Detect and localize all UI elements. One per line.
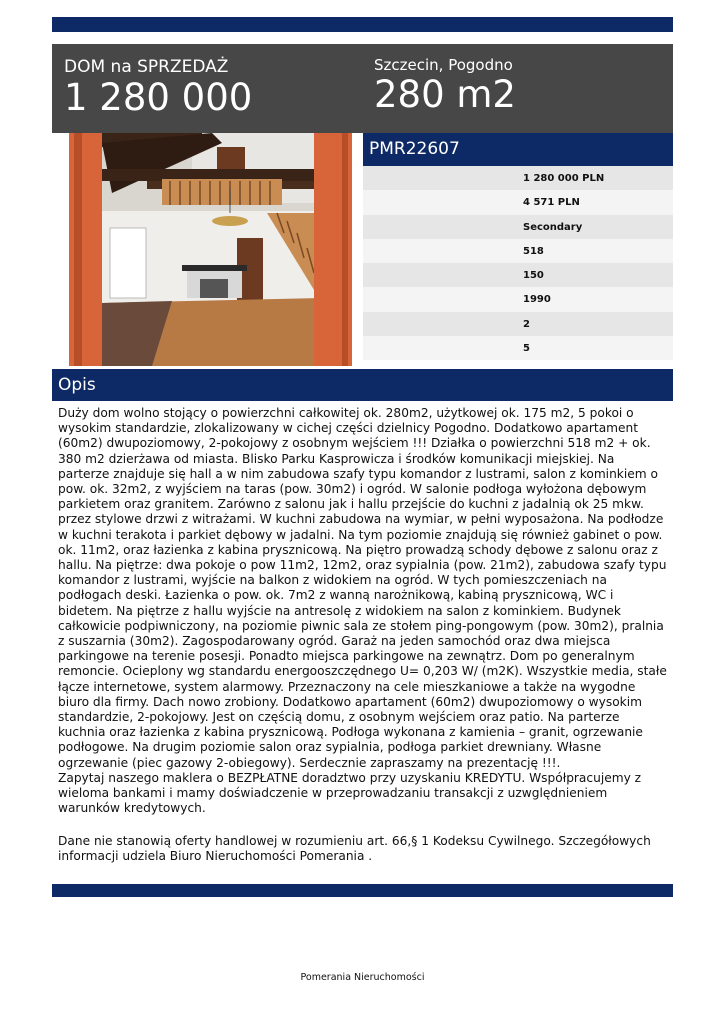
area: 280 m2 — [374, 73, 516, 116]
location: Szczecin, Pogodno — [374, 56, 513, 74]
detail-value: 2 — [523, 318, 530, 330]
top-accent-bar — [52, 17, 673, 32]
description — [58, 406, 668, 816]
details-table — [363, 166, 673, 360]
detail-row-year — [363, 287, 673, 311]
reference-bar — [363, 133, 673, 166]
detail-row-rooms — [363, 336, 673, 360]
section-title: Opis — [58, 375, 96, 395]
listing-header — [52, 44, 673, 133]
description-text: Duży dom wolno stojący o powierzchni całkowitej ok. 280m2, użytkowej ok. 175 m2, 5 pokoi o wysokim standardzie, zlokalizowany w cichej części dzielnicy Pogodno. Dodatkowo apartament (60m2) dwupoziomowy, 2-pokojowy z osobnym wejściem !!! Działka o powierzchni 518 m2 + ok. 380 m2 dzierżawa od miasta. Blisko Parku Kasprowicza i środków komunikacji miejskiej. Na parterze znajduje się hall a w nim zabudowa szafy typu komandor z lustrami, salon z kominkiem o pow. ok. 32m2, z wyjściem na taras (pow. 30m2) i ogród. W salonie podłoga wyłożona dębowym parkietem oraz granitem. Zarówno z salonu jak i hallu przejście do kuchni z jadalnią ok 25 mkw. przez stylowe drzwi z witrażami. W kuchni zabudowa na wymiar, w pełni wyposażona. Na podłodze w kuchni terakota i parkiet dębowy w jadalni. Na tym poziomie znajdują się również gabinet o pow. ok. 11m2, oraz łazienka z kabina prysznicową. Na piętro prowadzą schody dębowe z salonu oraz z hallu. Na piętrze: dwa pokoje o pow 11m2, 12m2, oraz sypialnia (pow. 21m2), zabudowa szafy typu komandor z lustrami, wyjście na balkon z widokiem na ogród. W tych pomieszczeniach na podłogach deski. Łazienka o pow. ok. 7m2 z wanną narożnikową, kabiną prysznicową, WC i bidetem. Na piętrze z hallu wyjście na antresolę z widokiem na salon z kominkiem. Budynek całkowicie podpiwniczony, na poziomie piwnic sala ze stołem ping-pongowym (pow. 30m2), pralnia z suszarnia (30m2). Zagospodarowany ogród. Garaż na jeden samochód oraz dwa miejsca parkingowe na terenie posesji. Ponadto miejsca parkingowe na zewnątrz. Dom po generalnym remoncie. Ocieplony wg standardu energooszczędnego U= 0,203 W/ (m2K). Wszystkie media, stałe łącze internetowe, system alarmowy. Przeznaczony na cele mieszkaniowe a także na wygodne biuro dla firmy. Dach nowo zrobiony. Dodatkowo apartament (60m2) dwupoziomowy o wysokim standardzie, 2-pokojowy. Jest on częścią domu, z osobnym wejściem oraz patio. Na parterze kuchnia oraz łazienka z kabina prysznicową. Podłoga wykonana z kamienia – granit, ogrzewanie podłogowe. Na drugim poziomie salon oraz sypialnia, podłoga parkiet drewniany. Własne ogrzewanie (piec gazowy 2-obiegowy). Serdecznie zapraszamy na prezentację !!!. — [58, 406, 667, 770]
price: 1 280 000 — [64, 76, 253, 119]
detail-row-usable-area — [363, 263, 673, 287]
detail-value: 1990 — [523, 294, 551, 306]
property-photo — [52, 133, 363, 366]
detail-value: 4 571 PLN — [523, 197, 580, 209]
reference-number: PMR22607 — [369, 139, 460, 159]
bottom-accent-bar — [52, 884, 673, 897]
footer: Pomerania Nieruchomości — [300, 972, 425, 983]
section-header — [52, 369, 673, 401]
detail-row-floors — [363, 312, 673, 336]
description-credit-text: Zapytaj naszego maklera o BEZPŁATNE doradztwo przy uzyskaniu KREDYTU. Współpracujemy z wieloma bankami i mamy doświadczenie w przeprowadzaniu transakcji z uzwględnieniem warunków kredytowych. — [58, 770, 642, 816]
detail-value: 5 — [523, 343, 530, 355]
disclaimer: Dane nie stanowią oferty handlowej w rozumieniu art. 66,§ 1 Kodeksu Cywilnego. Szczegółowych informacji udziela Biuro Nieruchomości Pomerania . — [58, 834, 651, 864]
detail-row-market — [363, 215, 673, 239]
detail-row-price-per-m2 — [363, 190, 673, 214]
detail-value: 518 — [523, 245, 544, 257]
detail-row-plot — [363, 239, 673, 263]
detail-row-price — [363, 166, 673, 190]
detail-value: Secondary — [523, 221, 583, 233]
property-type: DOM na SPRZEDAŻ — [64, 57, 229, 77]
detail-value: 1 280 000 PLN — [523, 173, 605, 184]
detail-value: 150 — [523, 270, 544, 282]
